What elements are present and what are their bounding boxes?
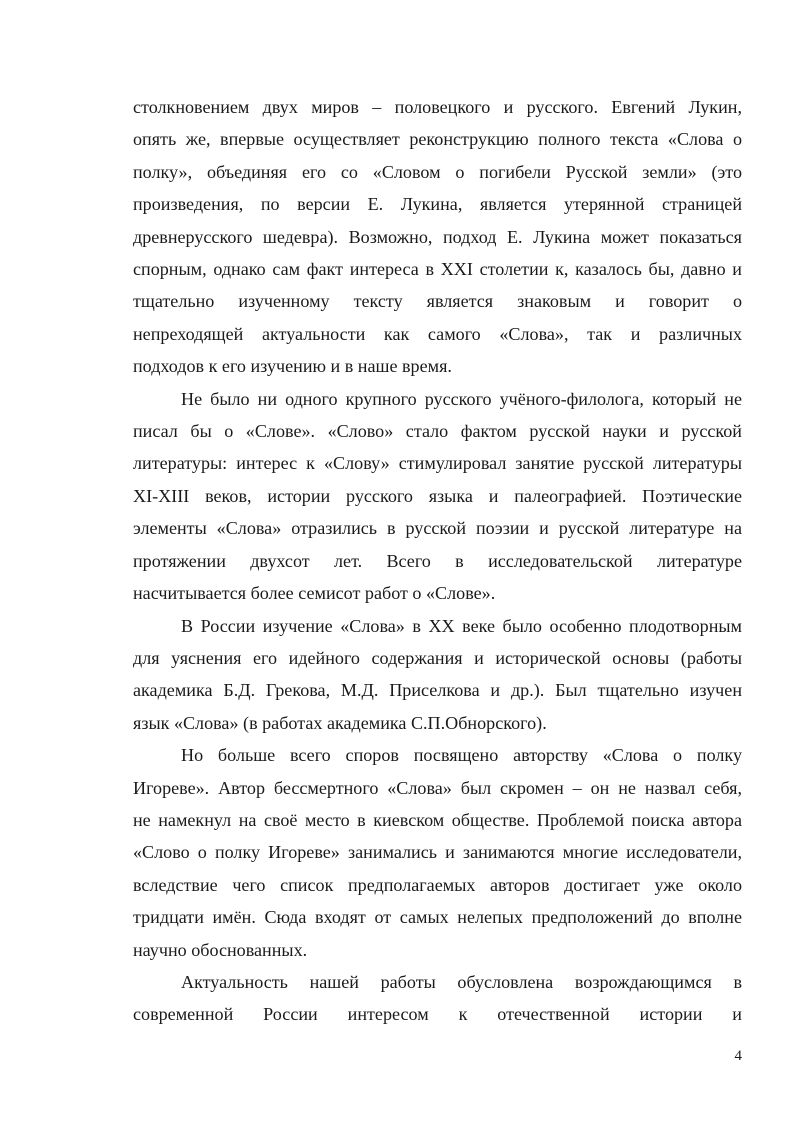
text-line: XI-XIII веков, истории русского языка и палеографией. Поэтические xyxy=(133,485,742,506)
text-line: для уяснения его идейного содержания и исторической основы (работы xyxy=(133,647,742,668)
text-line: опять же, впервые осуществляет реконструкцию полного текста «Слова о xyxy=(133,129,742,150)
text-line: Актуальность нашей работы обусловлена возрождающимся в xyxy=(181,971,742,992)
paragraph-5 xyxy=(133,966,742,1031)
text-line: В России изучение «Слова» в XX веке было особенно плодотворным xyxy=(181,615,742,636)
text-line: тщательно изученному тексту является знаковым и говорит о xyxy=(133,291,742,312)
text-line: элементы «Слова» отразились в русской поэзии и русской литературе на xyxy=(133,518,742,539)
text-line: писал бы о «Слове». «Слово» стало фактом русской науки и русской xyxy=(133,421,742,442)
text-line: Не было ни одного крупного русского учёного-филолога, который не xyxy=(181,388,742,409)
text-line: протяжении двухсот лет. Всего в исследовательской литературе xyxy=(133,550,742,571)
text-line: произведения, по версии Е. Лукина, является утерянной страницей xyxy=(133,194,742,215)
paragraph-2 xyxy=(133,383,742,610)
text-line: научно обоснованных. xyxy=(133,939,308,960)
text-line: не намекнул на своё место в киевском обществе. Проблемой поиска автора xyxy=(133,809,742,830)
text-line: современной России интересом к отечественной истории и xyxy=(133,1004,742,1025)
text-line: язык «Слова» (в работах академика С.П.Обнорского). xyxy=(133,712,547,733)
text-line: Но больше всего споров посвящено авторству «Слова о полку xyxy=(181,745,742,766)
paragraph-3 xyxy=(133,610,742,740)
text-line: насчитывается более семисот работ о «Слове». xyxy=(133,583,496,604)
text-line: вследствие чего список предполагаемых авторов достигает уже около xyxy=(133,874,742,895)
text-line: столкновением двух миров – половецкого и русского. Евгений Лукин, xyxy=(133,97,742,117)
text-line: полку», объединяя его со «Словом о погибели Русской земли» (это xyxy=(133,161,742,182)
text-line: древнерусского шедевра). Возможно, подход Е. Лукина может показаться xyxy=(133,226,742,247)
page-number: 4 xyxy=(734,1048,742,1064)
text-line: академика Б.Д. Грекова, М.Д. Приселкова и др.). Был тщательно изучен xyxy=(133,680,742,701)
text-line: «Слово о полку Игореве» занимались и занимаются многие исследователи, xyxy=(133,842,742,863)
text-line: литературы: интерес к «Слову» стимулировал занятие русской литературы xyxy=(133,453,742,474)
paragraph-1 xyxy=(133,91,742,383)
body-text xyxy=(133,91,742,1031)
text-line: Игореве». Автор бессмертного «Слова» был скромен – он не назвал себя, xyxy=(133,777,742,798)
text-line: тридцати имён. Сюда входят от самых нелепых предположений до вполне xyxy=(133,907,742,928)
text-line: спорным, однако сам факт интереса в XXI столетии к, казалось бы, давно и xyxy=(133,259,742,280)
text-line: непреходящей актуальности как самого «Слова», так и различных xyxy=(133,323,742,344)
text-line: подходов к его изучению и в наше время. xyxy=(133,356,452,377)
paragraph-4 xyxy=(133,739,742,966)
